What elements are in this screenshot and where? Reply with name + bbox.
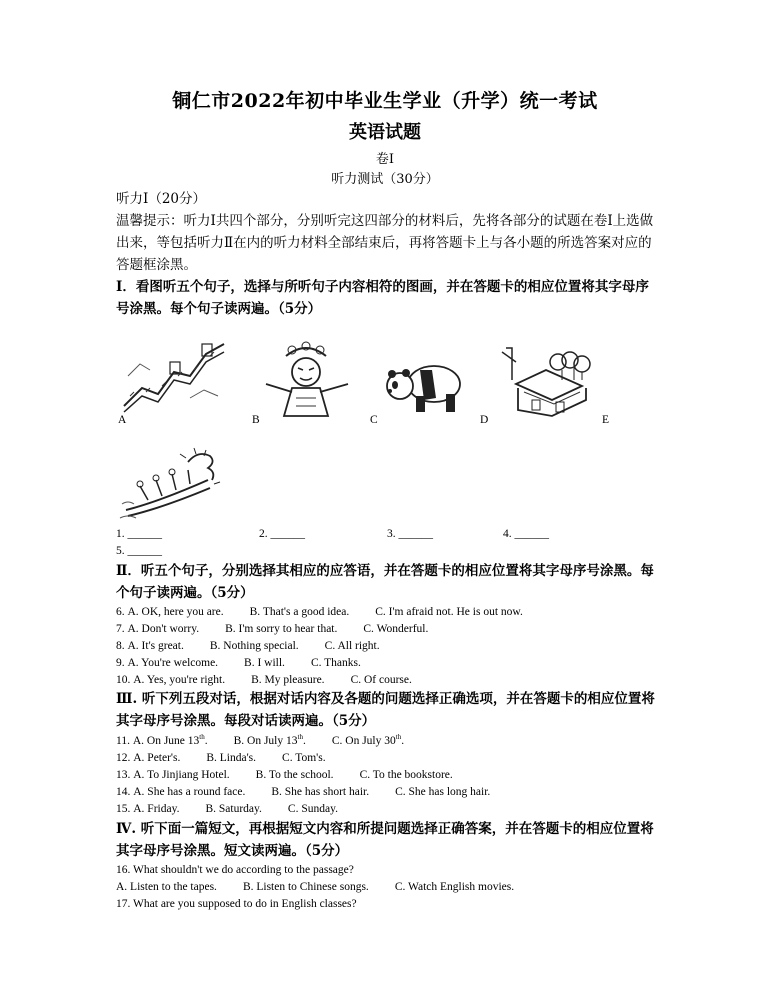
picture-label-d: D	[480, 414, 489, 426]
option-a[interactable]: A. On June 13th.	[132, 733, 208, 747]
great-wall-icon	[120, 336, 230, 414]
listening-test-heading: 听力测试（30分）	[331, 172, 439, 187]
listening-tip: 温馨提示：听力Ⅰ共四个部分，分别听完这四部分的材料后，先将各部分的试题在卷Ⅰ上选做出来，等包括听力Ⅱ在内的听力材料全部结束后，再将答题卡上与各小题的所选答案对应的答题框涂黑。	[116, 213, 654, 273]
option-c[interactable]: C. On July 30th.	[331, 733, 405, 747]
question-row: 15. A. Friday. B. Saturday. C. Sunday.	[116, 801, 656, 818]
answer-blank-3[interactable]: 3. ______	[387, 528, 433, 540]
option-a[interactable]: A. She has a round face.	[133, 786, 246, 798]
peking-opera-mask-icon	[256, 338, 356, 418]
part1-instruction: Ⅰ．看图听五个句子，选择与所听句子内容相符的图画，并在答题卡的相应位置将其字母序号涂黑。每个句子读两遍。（5分）	[116, 279, 649, 317]
option-a[interactable]: A. To Jinjiang Hotel.	[133, 769, 230, 781]
option-c[interactable]: C. I'm afraid not. He is out now.	[375, 606, 523, 618]
exam-subtitle: 英语试题	[349, 122, 421, 143]
answer-blank-2[interactable]: 2. ______	[259, 528, 305, 540]
option-a[interactable]: A. OK, here you are.	[127, 606, 224, 618]
option-b[interactable]: B. Linda's.	[206, 752, 257, 764]
exam-title: 铜仁市2022年初中毕业生学业（升学）统一考试	[172, 90, 598, 112]
question-row: 9. A. You're welcome. B. I will. C. Thanks.	[116, 655, 656, 672]
panda-icon	[380, 358, 466, 414]
dragon-boat-icon	[118, 444, 222, 520]
question-row: 8. A. It's great. B. Nothing special. C. All right.	[116, 638, 656, 655]
answer-blank-1[interactable]: 1. ______	[116, 528, 162, 540]
answer-blank-4[interactable]: 4. ______	[503, 528, 549, 540]
option-a[interactable]: A. Yes, you're right.	[133, 674, 226, 686]
option-a[interactable]: A. Don't worry.	[127, 623, 200, 635]
picture-label-a: A	[118, 414, 127, 426]
picture-label-b: B	[252, 414, 260, 426]
question-row	[116, 879, 656, 896]
option-a[interactable]: A. Friday.	[133, 803, 180, 815]
tiananmen-icon	[496, 340, 596, 418]
option-b[interactable]: B. On July 13th.	[233, 733, 306, 747]
picture-label-e: E	[602, 414, 610, 426]
question-row: 12. A. Peter's. B. Linda's. C. Tom's.	[116, 750, 656, 767]
option-a[interactable]: A. Peter's.	[133, 752, 181, 764]
option-b[interactable]: B. Listen to Chinese songs.	[242, 881, 369, 893]
option-c[interactable]: C. To the bookstore.	[359, 769, 453, 781]
part2-instruction: Ⅱ．听五个句子，分别选择其相应的应答语，并在答题卡的相应位置将其字母序号涂黑。每个句子读两遍。（5分）	[116, 563, 654, 601]
option-a[interactable]: A. You're welcome.	[127, 657, 219, 669]
option-b[interactable]: B. Nothing special.	[209, 640, 299, 652]
volume-label: 卷Ⅰ	[375, 152, 395, 167]
option-a[interactable]: A. Listen to the tapes.	[116, 881, 217, 893]
option-c[interactable]: C. Tom's.	[282, 752, 326, 764]
part2-questions	[116, 604, 656, 689]
question-row: 10. A. Yes, you're right. B. My pleasure. C. Of course.	[116, 672, 656, 689]
part3-questions	[116, 733, 656, 818]
answer-blank-5[interactable]: 5. ______	[116, 545, 162, 557]
listening-section-label: 听力Ⅰ（20分）	[116, 191, 207, 207]
option-c[interactable]: C. Sunday.	[287, 803, 338, 815]
question-row: 7. A. Don't worry. B. I'm sorry to hear that. C. Wonderful.	[116, 621, 656, 638]
option-c[interactable]: C. Thanks.	[310, 657, 361, 669]
part4-questions	[116, 862, 656, 913]
option-b[interactable]: B. She has short hair.	[271, 786, 370, 798]
option-b[interactable]: B. I will.	[244, 657, 285, 669]
option-c[interactable]: C. All right.	[324, 640, 380, 652]
option-a[interactable]: A. It's great.	[127, 640, 184, 652]
option-c[interactable]: C. She has long hair.	[395, 786, 491, 798]
option-c[interactable]: C. Wonderful.	[363, 623, 429, 635]
option-b[interactable]: B. I'm sorry to hear that.	[225, 623, 338, 635]
question-row: 6. A. OK, here you are. B. That's a good idea. C. I'm afraid not. He is out now.	[116, 604, 656, 621]
option-c[interactable]: C. Watch English movies.	[394, 881, 515, 893]
question-row: 13. A. To Jinjiang Hotel. B. To the school. C. To the bookstore.	[116, 767, 656, 784]
picture-label-c: C	[370, 414, 378, 426]
part4-instruction: Ⅳ. 听下面一篇短文，再根据短文内容和所提问题选择正确答案，并在答题卡的相应位置将其字母序号涂黑。短文读两遍。（5分）	[116, 821, 654, 859]
option-b[interactable]: B. My pleasure.	[251, 674, 325, 686]
option-c[interactable]: C. Of course.	[350, 674, 412, 686]
option-b[interactable]: B. Saturday.	[205, 803, 262, 815]
question-16-stem: 16. What shouldn't we do according to the passage?	[116, 864, 354, 876]
question-17-stem: 17. What are you supposed to do in English classes?	[116, 898, 357, 910]
question-row: 11. A. On June 13th. B. On July 13th. C. On July 30th.	[116, 733, 656, 750]
option-b[interactable]: B. That's a good idea.	[249, 606, 350, 618]
part3-instruction: Ⅲ. 听下列五段对话，根据对话内容及各题的问题选择正确选项，并在答题卡的相应位置将其字母序号涂黑。每段对话读两遍。（5分）	[116, 691, 655, 729]
option-b[interactable]: B. To the school.	[255, 769, 334, 781]
question-row: 14. A. She has a round face. B. She has short hair. C. She has long hair.	[116, 784, 656, 801]
